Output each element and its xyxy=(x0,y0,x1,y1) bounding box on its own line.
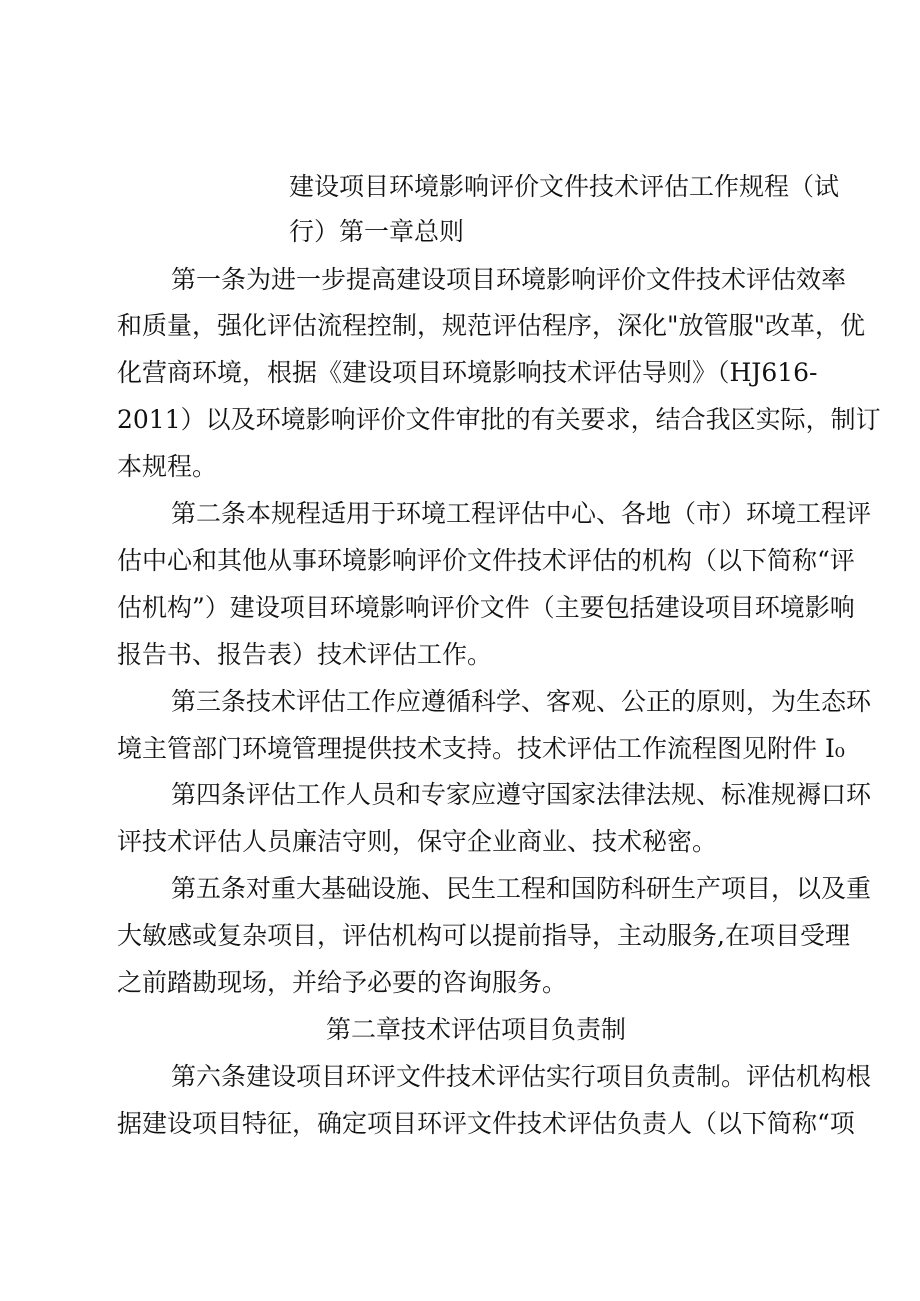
article-6-line-2: 据建设项目特征，确定项目环评文件技术评估负责人（以下简称“项 xyxy=(117,1109,855,1138)
article-2-line-3: 估机构”）建设项目环境影响评价文件（主要包括建设项目环境影响 xyxy=(117,593,855,622)
article-2-line-1: 第二条本规程适用于环境工程评估中心、各地（市）环境工程评 xyxy=(171,499,872,528)
document-title-line-1: 建设项目环境影响评价文件技术评估工作规程（试 xyxy=(289,172,840,201)
article-6-line-1: 第六条建设项目环评文件技术评估实行项目负责制。评估机构根 xyxy=(171,1062,872,1091)
article-1-line-4: 2011）以及环境影响评价文件审批的有关要求，结合我区实际，制订 xyxy=(117,405,881,434)
article-3-line-2: 境主管部门环境管理提供技术支持。技术评估工作流程图见附件 I₀ xyxy=(117,734,845,763)
article-5-line-1: 第五条对重大基础设施、民生工程和国防科研生产项目，以及重 xyxy=(171,874,872,903)
article-4-line-2: 评技术评估人员廉洁守则，保守企业商业、技术秘密。 xyxy=(117,827,718,856)
article-4-line-1: 第四条评估工作人员和专家应遵守国家法律法规、标准规褥口环 xyxy=(171,780,872,809)
article-1-line-3: 化营商环境，根据《建设项目环境影响技术评估导则》（HJ616- xyxy=(117,358,818,387)
chapter-2-heading: 第二章技术评估项目负责制 xyxy=(326,1015,627,1044)
article-1-line-1: 第一条为进一步提高建设项目环境影响评价文件技术评估效率 xyxy=(171,265,847,294)
article-1-line-2: 和质量，强化评估流程控制，规范评估程序，深化"放管服"改革，优 xyxy=(117,311,866,340)
document-title-line-2: 行）第一章总则 xyxy=(289,217,465,246)
article-5-line-3: 之前踏勘现场，并给予必要的咨询服务。 xyxy=(117,968,568,997)
article-1-line-5: 本规程。 xyxy=(117,452,218,481)
article-5-line-2: 大敏感或复杂项目，评估机构可以提前指导，主动服务,在项目受理 xyxy=(117,921,850,950)
article-2-line-4: 报告书、报告表）技术评估工作。 xyxy=(117,640,493,669)
article-2-line-2: 估中心和其他从事环境影响评价文件技术评估的机构（以下简称“评 xyxy=(117,546,855,575)
article-3-line-1: 第三条技术评估工作应遵循科学、客观、公正的原则，为生态环 xyxy=(171,687,872,716)
